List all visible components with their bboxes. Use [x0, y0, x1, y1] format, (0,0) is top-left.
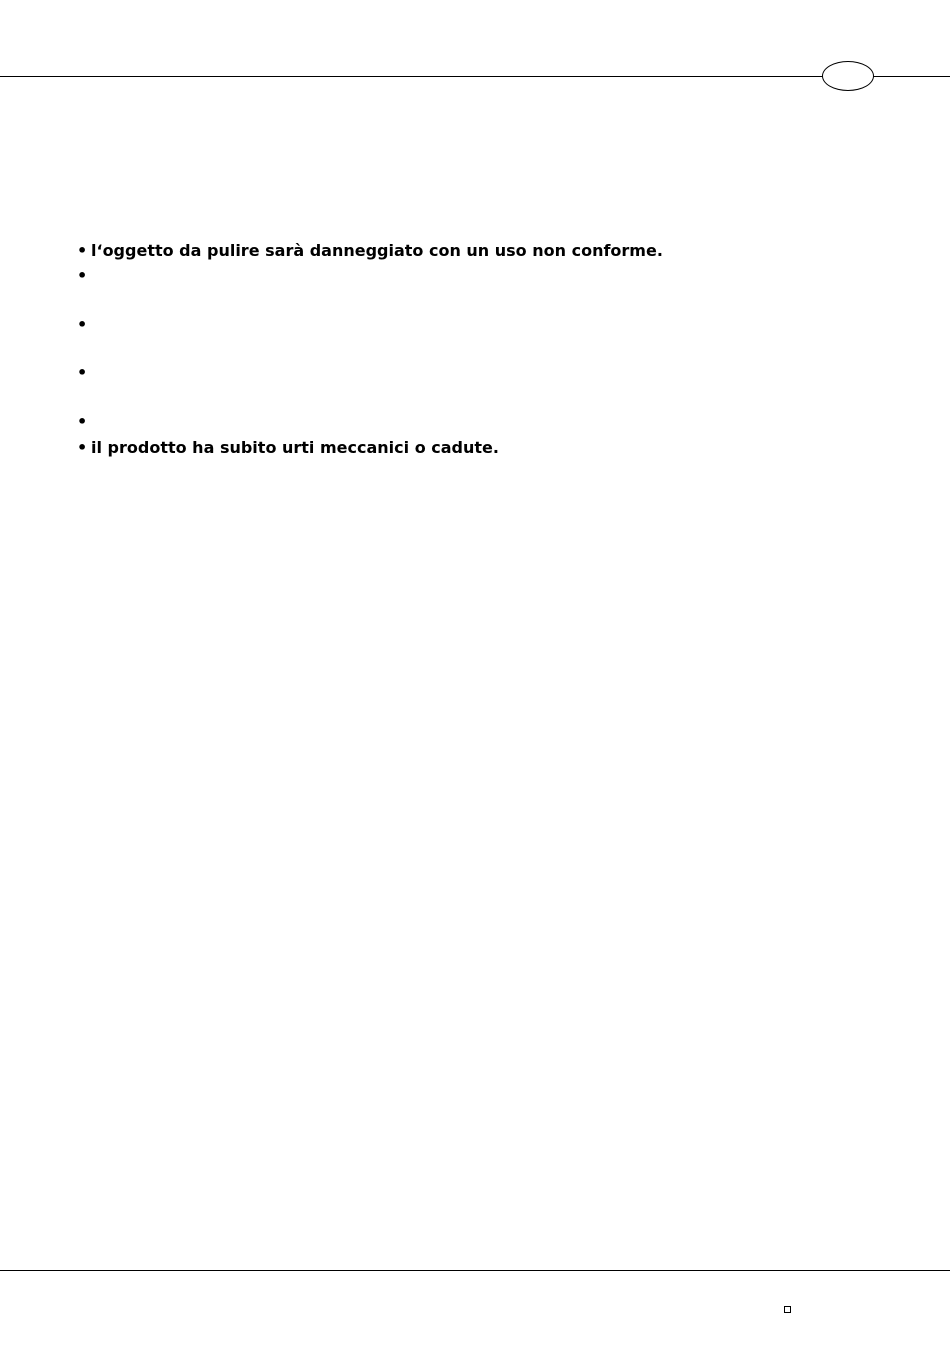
list-item [77, 241, 663, 261]
header-rule [0, 76, 950, 77]
bullet-icon: • [77, 363, 88, 382]
footer-rule [0, 1270, 950, 1271]
list-item-text: l‘oggetto da pulire sarà danneggiato con un uso non conforme. [91, 241, 663, 260]
list-item [77, 315, 91, 335]
bullet-icon: • [77, 315, 88, 334]
bullet-icon: • [77, 412, 88, 431]
list-item-text: il prodotto ha subito urti meccanici o cadute. [91, 438, 499, 457]
bullet-icon: • [77, 266, 88, 285]
list-item [77, 438, 499, 458]
bullet-icon: • [77, 438, 88, 457]
footer-square-icon [784, 1306, 791, 1313]
list-item [77, 266, 91, 286]
bullet-icon: • [77, 241, 88, 260]
language-badge-oval [822, 61, 874, 91]
list-item [77, 363, 91, 383]
list-item [77, 412, 91, 432]
